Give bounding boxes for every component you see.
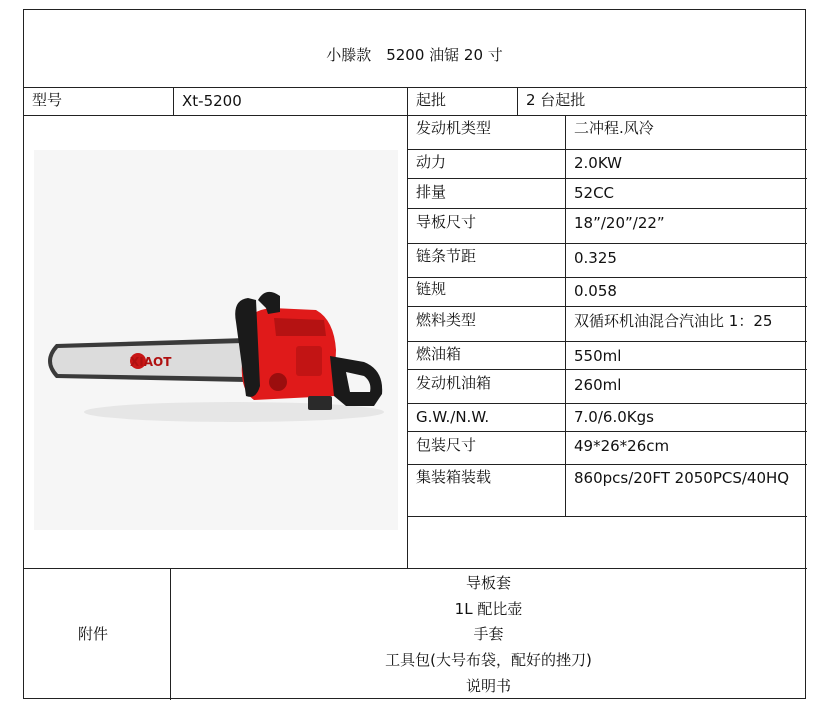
accessory-item: 手套 bbox=[473, 625, 504, 643]
product-photo bbox=[34, 150, 398, 530]
divider bbox=[407, 341, 807, 342]
spec-value: 7.0/6.0Kgs bbox=[574, 408, 654, 426]
spec-value: 260ml bbox=[574, 376, 622, 394]
divider bbox=[407, 208, 807, 209]
spec-label: 发动机油箱 bbox=[416, 374, 492, 392]
divider bbox=[407, 306, 807, 307]
divider bbox=[407, 277, 807, 278]
divider bbox=[407, 431, 807, 432]
divider bbox=[24, 568, 807, 569]
spec-label: 排量 bbox=[416, 183, 447, 201]
spec-label: 发动机类型 bbox=[416, 119, 492, 137]
divider bbox=[407, 369, 807, 370]
divider bbox=[407, 87, 408, 568]
chainsaw-image bbox=[34, 150, 398, 530]
brand-logo: XIAOT bbox=[130, 355, 172, 369]
spec-value: 18”/20”/22” bbox=[574, 214, 665, 232]
spec-value: 860pcs/20FT 2050PCS/40HQ bbox=[574, 469, 790, 487]
divider bbox=[407, 464, 807, 465]
page-title: 小滕款 5200 油锯 20 寸 bbox=[326, 46, 503, 64]
model-label: 型号 bbox=[32, 91, 63, 109]
spec-label: 导板尺寸 bbox=[416, 213, 477, 231]
divider bbox=[407, 243, 807, 244]
spec-label: 燃料类型 bbox=[416, 311, 477, 329]
accessory-item: 1L 配比壶 bbox=[454, 600, 523, 618]
spec-label: 燃油箱 bbox=[416, 345, 462, 363]
spec-sheet bbox=[23, 9, 806, 699]
spec-value: 550ml bbox=[574, 347, 622, 365]
spec-label: G.W./N.W. bbox=[416, 408, 490, 426]
accessory-item: 导板套 bbox=[465, 574, 511, 592]
accessories-label: 附件 bbox=[78, 625, 109, 643]
spec-label: 动力 bbox=[416, 153, 447, 171]
divider bbox=[24, 87, 807, 88]
divider bbox=[24, 115, 807, 116]
divider bbox=[407, 149, 807, 150]
divider bbox=[173, 87, 174, 115]
spec-value: 2.0KW bbox=[574, 154, 622, 172]
spec-label: 集装箱装载 bbox=[416, 468, 492, 486]
spec-value: 52CC bbox=[574, 184, 615, 202]
accessory-item: 工具包(大号布袋，配好的挫刀) bbox=[385, 651, 592, 669]
spec-value: 0.058 bbox=[574, 282, 617, 300]
spec-value: 49*26*26cm bbox=[574, 437, 670, 455]
spec-label: 链规 bbox=[416, 280, 447, 298]
accessory-item: 说明书 bbox=[465, 677, 511, 695]
spec-label: 包装尺寸 bbox=[416, 436, 477, 454]
spec-value: 双循环机油混合汽油比 1：25 bbox=[574, 312, 773, 330]
moq-value: 2 台起批 bbox=[526, 91, 586, 109]
spec-label: 链条节距 bbox=[416, 247, 477, 265]
divider bbox=[517, 87, 518, 115]
spec-value: 0.325 bbox=[574, 249, 617, 267]
divider bbox=[565, 115, 566, 516]
divider bbox=[407, 178, 807, 179]
spec-value: 二冲程.风冷 bbox=[574, 119, 654, 137]
divider bbox=[407, 516, 807, 517]
divider bbox=[407, 403, 807, 404]
moq-label: 起批 bbox=[416, 91, 447, 109]
model-value: Xt-5200 bbox=[182, 92, 242, 110]
